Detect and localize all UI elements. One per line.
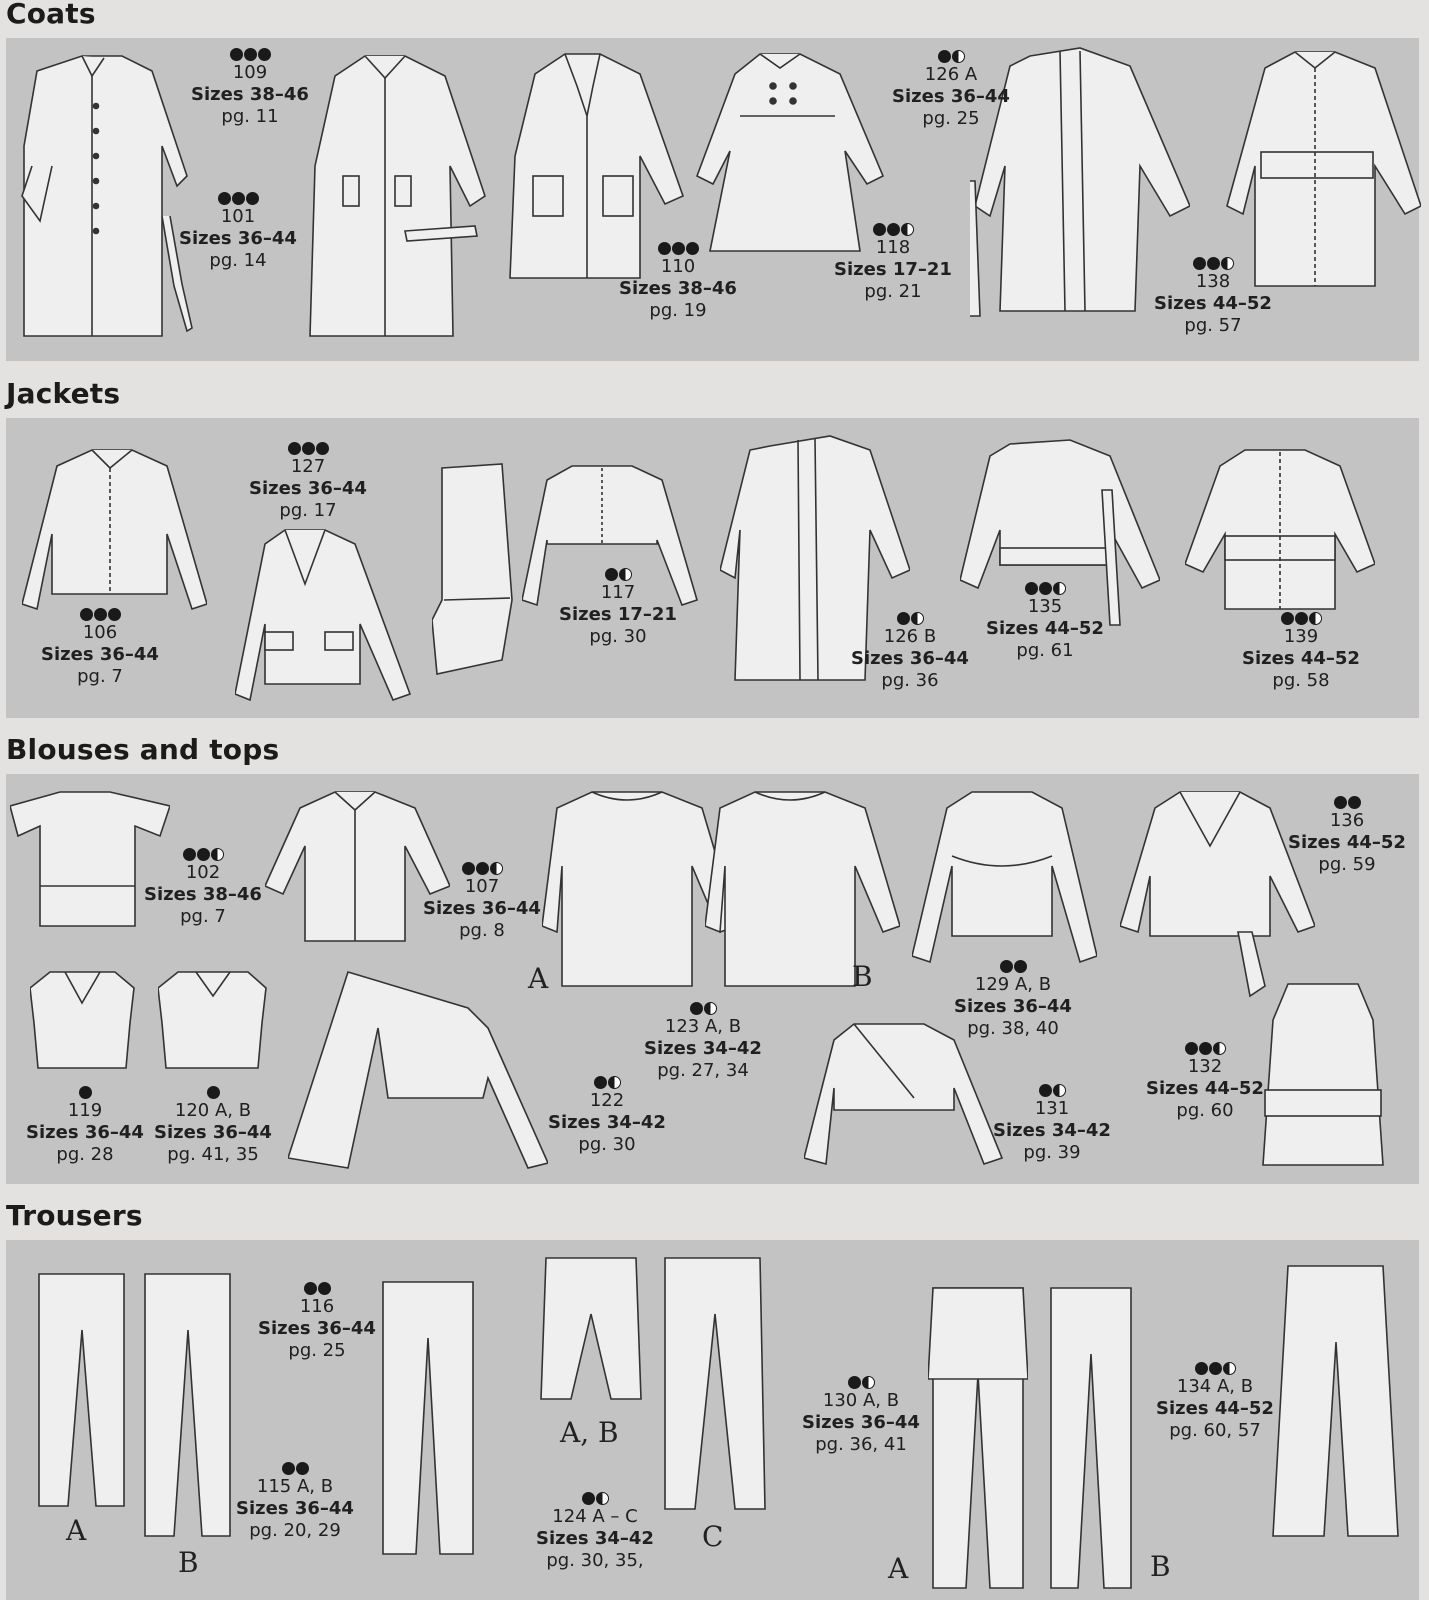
variant-letter-ab: A, B <box>560 1416 619 1449</box>
difficulty-indicator <box>173 190 303 206</box>
difficulty-indicator <box>553 566 683 582</box>
difficulty-indicator <box>542 1074 672 1090</box>
blouse-123-label: 123 A, B Sizes 34–42 pg. 27, 34 <box>638 1000 768 1082</box>
trouser-124c-illustration <box>660 1254 770 1514</box>
difficulty-indicator <box>1150 1360 1280 1376</box>
variant-letter-a: A <box>528 962 549 995</box>
trouser-fold-illustration <box>432 460 522 680</box>
top-132-illustration <box>1258 980 1388 1170</box>
blouse-136-label: 136 Sizes 44–52 pg. 59 <box>1282 794 1412 876</box>
difficulty-indicator <box>886 48 1016 64</box>
blouse-102-label: 102 Sizes 38–46 pg. 7 <box>138 846 268 928</box>
top-122-illustration <box>288 968 548 1173</box>
difficulty-indicator <box>138 846 268 862</box>
difficulty-indicator <box>796 1374 926 1390</box>
top-122-label: 122 Sizes 34–42 pg. 30 <box>542 1074 672 1156</box>
trouser-130-label: 130 A, B Sizes 36–44 pg. 36, 41 <box>796 1374 926 1456</box>
difficulty-indicator <box>243 440 373 456</box>
difficulty-indicator <box>980 580 1110 596</box>
top-120-label: 120 A, B Sizes 36–44 pg. 41, 35 <box>148 1084 278 1166</box>
difficulty-indicator <box>948 958 1078 974</box>
jacket-127-illustration <box>235 524 415 704</box>
trouser-134-illustration <box>1268 1262 1403 1540</box>
variant-letter-a: A <box>888 1552 909 1585</box>
top-119-label: 119 Sizes 36–44 pg. 28 <box>20 1084 150 1166</box>
trouser-134-label: 134 A, B Sizes 44–52 pg. 60, 57 <box>1150 1360 1280 1442</box>
trouser-116-label: 116 Sizes 36–44 pg. 25 <box>252 1280 382 1362</box>
jacket-106-label: 106 Sizes 36–44 pg. 7 <box>35 606 165 688</box>
difficulty-indicator <box>638 1000 768 1016</box>
variant-letter-b: B <box>178 1546 199 1579</box>
jacket-135-label: 135 Sizes 44–52 pg. 61 <box>980 580 1110 662</box>
coat-138-label: 138 Sizes 44–52 pg. 57 <box>1148 255 1278 337</box>
blouse-129-label: 129 A, B Sizes 36–44 pg. 38, 40 <box>948 958 1078 1040</box>
trouser-124-label: 124 A – C Sizes 34–42 pg. 30, 35, <box>530 1490 660 1572</box>
top-120-illustration <box>158 968 268 1073</box>
coat-126a-label: 126 A Sizes 36–44 pg. 25 <box>886 48 1016 130</box>
trouser-130b-illustration <box>1046 1284 1136 1592</box>
difficulty-indicator <box>185 46 315 62</box>
jacket-126b-label: 126 B Sizes 36–44 pg. 36 <box>845 610 975 692</box>
difficulty-indicator <box>1282 794 1412 810</box>
difficulty-indicator <box>417 860 547 876</box>
blouse-129-illustration <box>912 786 1097 966</box>
trouser-124ab-illustration <box>536 1254 646 1404</box>
trouser-130a-illustration <box>928 1284 1028 1592</box>
variant-letter-b: B <box>852 960 873 993</box>
difficulty-indicator <box>1236 610 1366 626</box>
jacket-139-illustration <box>1185 444 1375 614</box>
difficulty-indicator <box>20 1084 150 1100</box>
jacket-139-label: 139 Sizes 44–52 pg. 58 <box>1236 610 1366 692</box>
trouser-115a-illustration <box>34 1270 129 1510</box>
top-131-illustration <box>804 1018 1004 1168</box>
coat-101-label: 101 Sizes 36–44 pg. 14 <box>173 190 303 272</box>
section-title-trousers: Trousers <box>6 1199 143 1232</box>
top-131-label: 131 Sizes 34–42 pg. 39 <box>987 1082 1117 1164</box>
difficulty-indicator <box>1148 255 1278 271</box>
section-title-jackets: Jackets <box>6 377 121 410</box>
jacket-106-illustration <box>22 444 207 614</box>
coat-101-illustration <box>305 46 495 342</box>
trouser-115-label: 115 A, B Sizes 36–44 pg. 20, 29 <box>230 1460 360 1542</box>
section-title-blouses: Blouses and tops <box>6 733 280 766</box>
variant-letter-c: C <box>702 1520 724 1553</box>
blouse-107-label: 107 Sizes 36–44 pg. 8 <box>417 860 547 942</box>
difficulty-indicator <box>35 606 165 622</box>
difficulty-indicator <box>252 1280 382 1296</box>
top-132-label: 132 Sizes 44–52 pg. 60 <box>1140 1040 1270 1122</box>
trouser-116-illustration <box>378 1278 478 1558</box>
coat-110-label: 110 Sizes 38–46 pg. 19 <box>613 240 743 322</box>
difficulty-indicator <box>613 240 743 256</box>
difficulty-indicator <box>828 221 958 237</box>
difficulty-indicator <box>530 1490 660 1506</box>
difficulty-indicator <box>845 610 975 626</box>
jacket-117-label: 117 Sizes 17–21 pg. 30 <box>553 566 683 648</box>
difficulty-indicator <box>987 1082 1117 1098</box>
difficulty-indicator <box>1140 1040 1270 1056</box>
coat-118-label: 118 Sizes 17–21 pg. 21 <box>828 221 958 303</box>
jacket-127-label: 127 Sizes 36–44 pg. 17 <box>243 440 373 522</box>
variant-letter-b: B <box>1150 1550 1171 1583</box>
variant-letter-a: A <box>66 1514 87 1547</box>
coat-109-label: 109 Sizes 38–46 pg. 11 <box>185 46 315 128</box>
trouser-115b-illustration <box>140 1270 235 1540</box>
section-title-coats: Coats <box>6 0 96 30</box>
top-119-illustration <box>30 968 135 1073</box>
difficulty-indicator <box>230 1460 360 1476</box>
difficulty-indicator <box>148 1084 278 1100</box>
